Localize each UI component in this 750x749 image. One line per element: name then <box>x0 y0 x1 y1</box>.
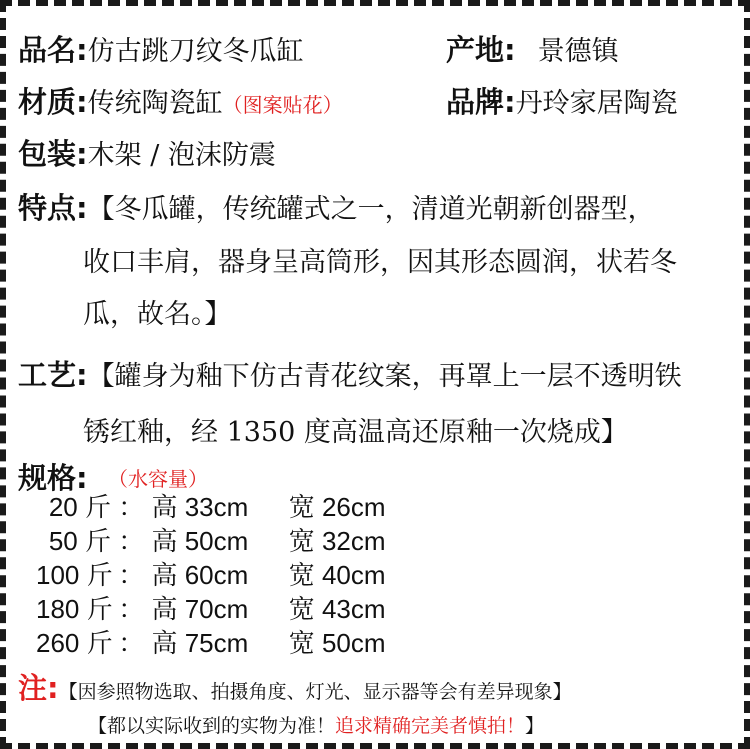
spec-note: （水容量） <box>108 467 208 491</box>
spec-height: 高 33cm <box>151 492 249 522</box>
row-material <box>18 80 343 121</box>
material-note: （图案贴花） <box>222 93 343 117</box>
brand-value: 丹玲家居陶瓷 <box>515 88 678 119</box>
spec-sep: ： <box>118 492 145 522</box>
row-brand <box>446 80 678 121</box>
name-label: 品名: <box>18 33 88 67</box>
row-origin <box>446 28 619 69</box>
spec-row <box>36 555 386 592</box>
spec-row <box>36 589 386 626</box>
notice-text-2a: 【都以实际收到的实物为准！ <box>88 715 336 737</box>
craft-line-2: 锈红釉，经 1350 度高温高还原釉一次烧成】 <box>83 417 628 448</box>
feature-line-2: 收口丰肩，器身呈高筒形，因其形态圆润，状若冬 <box>83 247 677 278</box>
spec-height: 高 60cm <box>151 560 249 590</box>
material-label: 材质: <box>18 85 88 119</box>
spec-label: 规格: <box>18 461 88 495</box>
material-value: 传统陶瓷缸 <box>87 88 223 119</box>
spec-sep: ： <box>118 594 145 624</box>
spec-weight: 50 斤 <box>48 526 111 556</box>
spec-width: 宽 32cm <box>288 526 386 556</box>
spec-row <box>36 487 386 524</box>
notice-text-2b: 追求精确完美者慎拍！ <box>335 715 526 737</box>
spec-weight: 20 斤 <box>48 492 111 522</box>
spec-weight: 260 斤 <box>36 628 113 658</box>
feature-label: 特点: <box>18 191 88 225</box>
spec-sep: ： <box>118 526 145 556</box>
spec-weight: 100 斤 <box>36 560 113 590</box>
packing-value: 木架 / 泡沫防震 <box>87 140 276 171</box>
spec-width: 宽 43cm <box>288 594 386 624</box>
spec-height: 高 50cm <box>151 526 249 556</box>
notice-line-1 <box>18 666 572 707</box>
spec-sep: ： <box>118 560 145 590</box>
spec-weight: 180 斤 <box>36 594 113 624</box>
spec-row <box>36 521 386 558</box>
row-name <box>18 28 304 69</box>
notice-label: 注: <box>18 671 59 705</box>
origin-value: 景德镇 <box>537 36 619 67</box>
name-value: 仿古跳刀纹冬瓜缸 <box>87 36 304 67</box>
spec-height: 高 75cm <box>151 628 249 658</box>
brand-label: 品牌: <box>446 85 516 119</box>
spec-row <box>36 623 386 660</box>
row-feature <box>18 186 655 227</box>
feature-line-1: 【冬瓜罐，传统罐式之一，清道光朝新创器型， <box>87 194 655 225</box>
feature-line-3: 瓜，故名。】 <box>83 299 232 330</box>
notice-line-2 <box>88 711 544 738</box>
spec-height: 高 70cm <box>151 594 249 624</box>
notice-text-1: 【因参照物选取、拍摄角度、灯光、显示器等会有差异现象】 <box>58 681 572 703</box>
spec-sep: ： <box>118 628 145 658</box>
notice-text-2c: 】 <box>525 715 545 737</box>
spec-width: 宽 50cm <box>288 628 386 658</box>
craft-label: 工艺: <box>18 358 88 392</box>
packing-label: 包装: <box>18 137 88 171</box>
craft-line-1: 【罐身为釉下仿古青花纹案，再罩上一层不透明铁 <box>87 361 682 392</box>
row-packing <box>18 132 276 173</box>
spec-width: 宽 40cm <box>288 560 386 590</box>
row-craft <box>18 353 682 394</box>
origin-label: 产地: <box>446 33 516 67</box>
spec-width: 宽 26cm <box>288 492 386 522</box>
